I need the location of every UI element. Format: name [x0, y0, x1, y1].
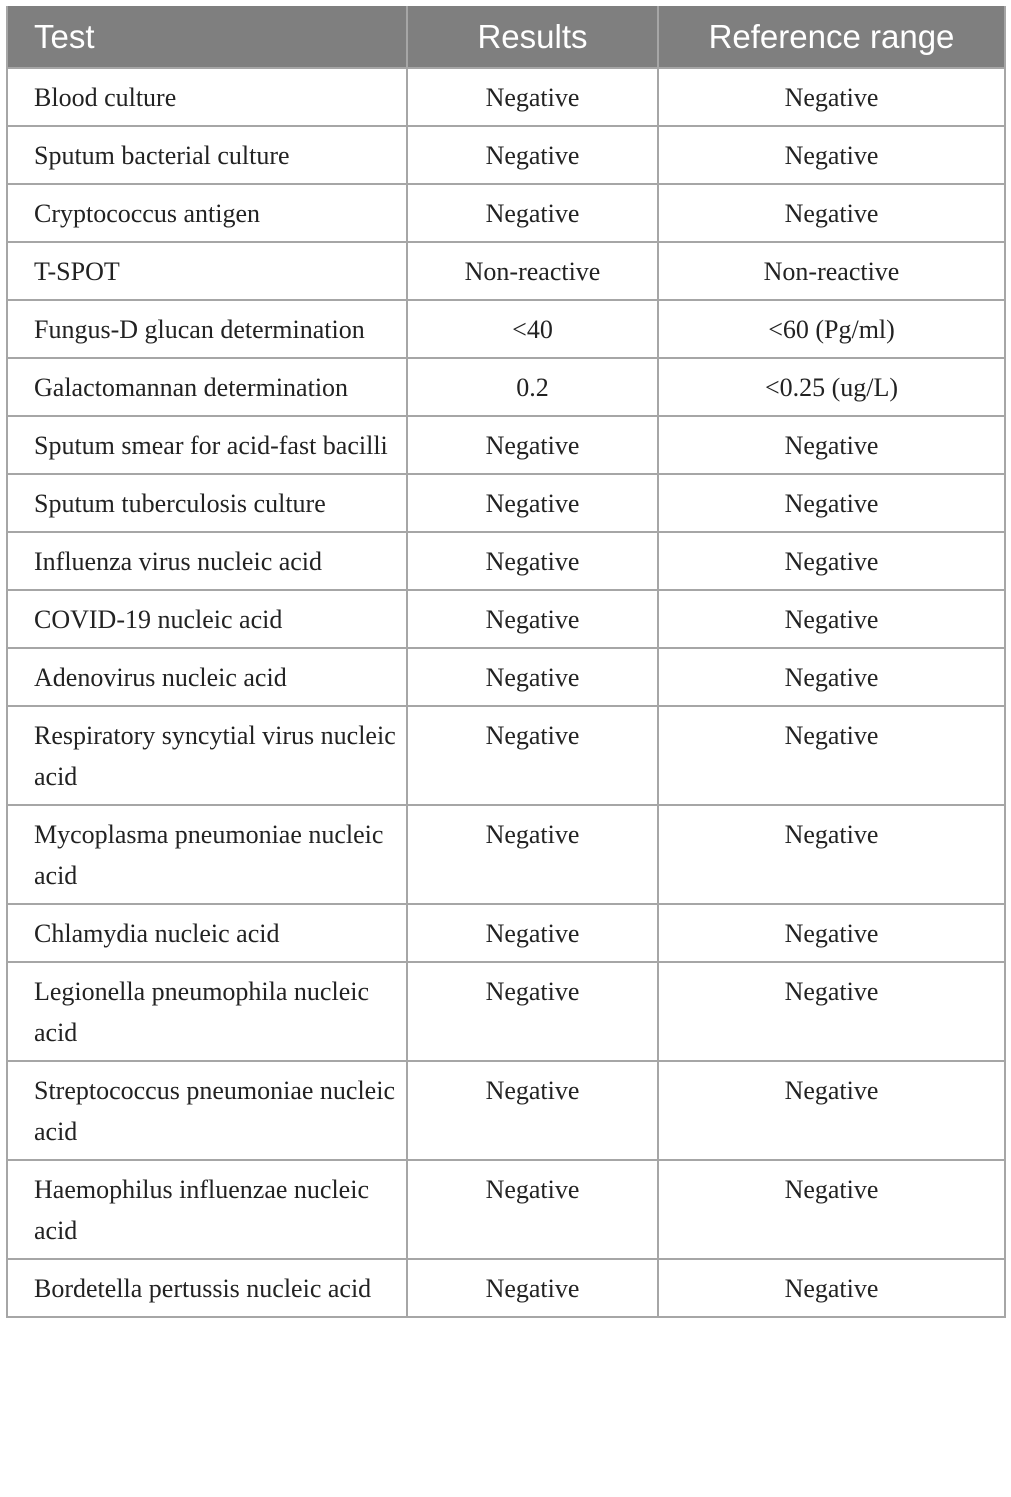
cell-reference: Negative — [658, 126, 1005, 184]
table-row — [7, 1061, 1005, 1160]
cell-result: Negative — [407, 648, 658, 706]
cell-reference: Negative — [658, 805, 1005, 904]
cell-result: Negative — [407, 532, 658, 590]
cell-reference: Negative — [658, 68, 1005, 126]
cell-test: Legionella pneumophila nucleic acid — [7, 962, 407, 1061]
cell-result: Non-reactive — [407, 242, 658, 300]
cell-test: T-SPOT — [7, 242, 407, 300]
table-row — [7, 416, 1005, 474]
lab-results-table — [6, 6, 1006, 1318]
cell-test: Cryptococcus antigen — [7, 184, 407, 242]
table-row — [7, 805, 1005, 904]
cell-reference: Negative — [658, 1259, 1005, 1317]
cell-reference: Negative — [658, 474, 1005, 532]
cell-result: Negative — [407, 1061, 658, 1160]
cell-result: 0.2 — [407, 358, 658, 416]
cell-test: Sputum tuberculosis culture — [7, 474, 407, 532]
cell-test: Streptococcus pneumoniae nucleic acid — [7, 1061, 407, 1160]
table-row — [7, 706, 1005, 805]
cell-test: Chlamydia nucleic acid — [7, 904, 407, 962]
cell-reference: Negative — [658, 706, 1005, 805]
cell-reference: Negative — [658, 904, 1005, 962]
table-row — [7, 126, 1005, 184]
cell-result: Negative — [407, 126, 658, 184]
table-row — [7, 962, 1005, 1061]
cell-reference: Negative — [658, 590, 1005, 648]
header-test: Test — [7, 6, 407, 68]
cell-result: Negative — [407, 805, 658, 904]
cell-test: Sputum smear for acid-fast bacilli — [7, 416, 407, 474]
cell-reference: Negative — [658, 648, 1005, 706]
table-body — [7, 68, 1005, 1317]
cell-result: <40 — [407, 300, 658, 358]
cell-result: Negative — [407, 184, 658, 242]
table-row — [7, 242, 1005, 300]
table-row — [7, 648, 1005, 706]
lab-results-table-container — [6, 6, 1004, 1318]
cell-result: Negative — [407, 962, 658, 1061]
cell-result: Negative — [407, 706, 658, 805]
cell-test: Mycoplasma pneumoniae nucleic acid — [7, 805, 407, 904]
table-row — [7, 68, 1005, 126]
cell-test: Respiratory syncytial virus nucleic acid — [7, 706, 407, 805]
cell-test: Adenovirus nucleic acid — [7, 648, 407, 706]
cell-reference: Negative — [658, 962, 1005, 1061]
cell-test: Fungus-D glucan determination — [7, 300, 407, 358]
cell-test: COVID-19 nucleic acid — [7, 590, 407, 648]
cell-reference: Negative — [658, 416, 1005, 474]
cell-result: Negative — [407, 590, 658, 648]
table-row — [7, 1259, 1005, 1317]
cell-result: Negative — [407, 474, 658, 532]
cell-test: Bordetella pertussis nucleic acid — [7, 1259, 407, 1317]
cell-result: Negative — [407, 1160, 658, 1259]
table-header — [7, 6, 1005, 68]
cell-test: Haemophilus influenzae nucleic acid — [7, 1160, 407, 1259]
cell-test: Blood culture — [7, 68, 407, 126]
table-row — [7, 532, 1005, 590]
cell-test: Sputum bacterial culture — [7, 126, 407, 184]
cell-test: Influenza virus nucleic acid — [7, 532, 407, 590]
table-row — [7, 474, 1005, 532]
header-row — [7, 6, 1005, 68]
cell-reference: Negative — [658, 532, 1005, 590]
cell-reference: Non-reactive — [658, 242, 1005, 300]
cell-test: Galactomannan determination — [7, 358, 407, 416]
cell-reference: Negative — [658, 1160, 1005, 1259]
table-row — [7, 590, 1005, 648]
cell-result: Negative — [407, 1259, 658, 1317]
table-row — [7, 300, 1005, 358]
table-row — [7, 904, 1005, 962]
table-row — [7, 358, 1005, 416]
cell-result: Negative — [407, 68, 658, 126]
header-results: Results — [407, 6, 658, 68]
table-row — [7, 1160, 1005, 1259]
cell-reference: Negative — [658, 1061, 1005, 1160]
cell-reference: Negative — [658, 184, 1005, 242]
cell-reference: <60 (Pg/ml) — [658, 300, 1005, 358]
cell-result: Negative — [407, 416, 658, 474]
cell-result: Negative — [407, 904, 658, 962]
cell-reference: <0.25 (ug/L) — [658, 358, 1005, 416]
header-reference-range: Reference range — [658, 6, 1005, 68]
table-row — [7, 184, 1005, 242]
